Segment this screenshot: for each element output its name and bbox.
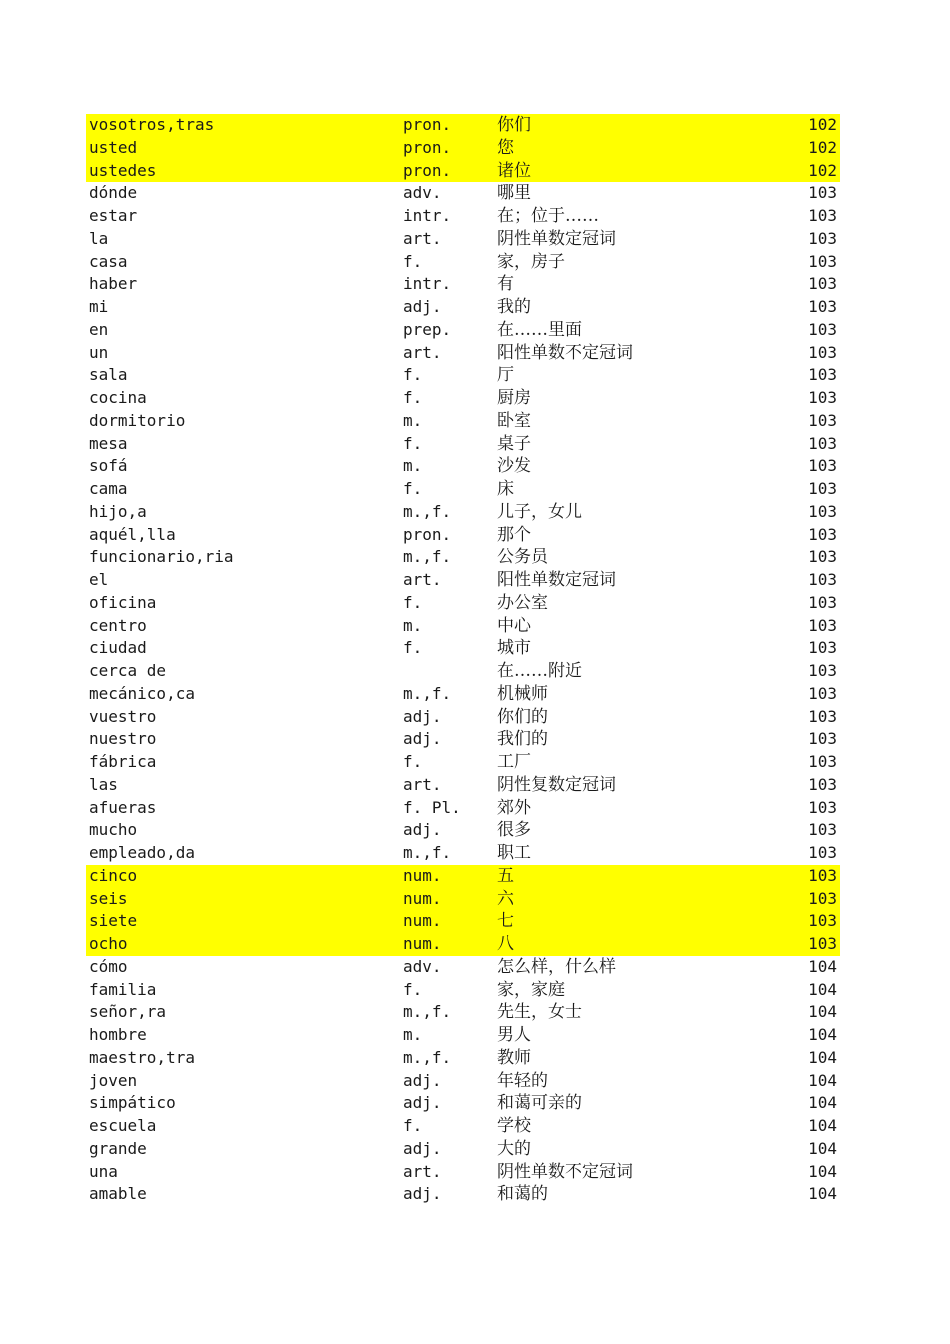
- vocab-page-number: 103: [808, 547, 837, 567]
- vocab-meaning: 床: [497, 479, 514, 499]
- vocab-meaning: 学校: [497, 1116, 531, 1136]
- vocab-part-of-speech: f.: [403, 1116, 423, 1135]
- vocab-meaning: 阴性单数不定冠词: [497, 1161, 633, 1182]
- vocab-word: joven: [89, 1070, 138, 1090]
- vocab-meaning: 怎么样，什么样: [497, 956, 616, 977]
- vocab-meaning: 郊外: [497, 797, 531, 818]
- vocab-part-of-speech: m.,f.: [403, 843, 452, 862]
- vocab-row: [86, 410, 840, 433]
- vocab-row: [86, 1047, 840, 1070]
- vocab-word: sala: [89, 365, 128, 385]
- vocab-meaning: 卧室: [497, 410, 531, 431]
- vocab-row: [86, 819, 840, 842]
- vocab-part-of-speech: intr.: [403, 274, 452, 294]
- vocab-meaning: 中心: [497, 615, 531, 636]
- vocab-part-of-speech: adv.: [403, 183, 442, 203]
- vocab-meaning: 那个: [497, 524, 531, 545]
- vocab-word: señor,ra: [89, 1002, 167, 1022]
- vocab-meaning: 家，房子: [497, 251, 565, 272]
- vocab-part-of-speech: adv.: [403, 956, 442, 976]
- vocab-part-of-speech: num.: [403, 888, 442, 908]
- vocab-word: afueras: [89, 797, 157, 817]
- vocab-row: [86, 524, 840, 547]
- vocab-page-number: 104: [808, 1161, 837, 1181]
- vocab-part-of-speech: art.: [403, 774, 442, 794]
- vocab-part-of-speech: art.: [403, 228, 442, 248]
- vocab-page-number: 104: [808, 1025, 837, 1044]
- vocab-part-of-speech: f.: [403, 752, 423, 771]
- vocab-part-of-speech: m.: [403, 615, 423, 635]
- vocab-page-number: 103: [808, 410, 837, 430]
- vocab-row: [86, 478, 840, 501]
- vocab-part-of-speech: pron.: [403, 137, 452, 157]
- vocab-row: [86, 956, 840, 979]
- vocab-row: [86, 842, 840, 865]
- vocab-meaning: 大的: [497, 1138, 531, 1159]
- vocab-row: [86, 637, 840, 660]
- vocab-part-of-speech: f.: [403, 388, 423, 407]
- vocab-word: vosotros,tras: [89, 115, 215, 134]
- vocab-word: cinco: [89, 865, 138, 885]
- vocab-part-of-speech: adj.: [403, 729, 442, 749]
- vocab-meaning: 诸位: [497, 160, 531, 181]
- vocab-meaning: 先生，女士: [497, 1002, 582, 1023]
- vocab-word: mucho: [89, 820, 138, 840]
- vocab-row: [86, 1115, 840, 1138]
- vocab-word: nuestro: [89, 729, 157, 749]
- vocab-part-of-speech: m.: [403, 410, 423, 430]
- vocab-word: estar: [89, 206, 138, 225]
- vocab-meaning: 机械师: [497, 683, 548, 704]
- vocab-row: [86, 205, 840, 228]
- vocab-page-number: 103: [808, 433, 837, 453]
- vocab-part-of-speech: intr.: [403, 206, 452, 225]
- vocab-part-of-speech: m.,f.: [403, 547, 452, 567]
- vocab-row: [86, 865, 840, 888]
- vocab-row: [86, 728, 840, 751]
- vocab-page-number: 103: [808, 888, 837, 908]
- vocab-row: [86, 683, 840, 706]
- vocab-page-number: 104: [808, 1116, 837, 1135]
- vocab-meaning: 公务员: [497, 547, 548, 568]
- vocab-meaning: 阳性单数定冠词: [497, 570, 616, 590]
- vocab-part-of-speech: f.: [403, 979, 423, 999]
- vocab-word: siete: [89, 911, 138, 931]
- vocab-page-number: 103: [808, 865, 837, 885]
- vocab-page-number: 103: [808, 843, 837, 862]
- vocab-part-of-speech: art.: [403, 570, 442, 589]
- vocab-word: haber: [89, 274, 138, 294]
- vocab-meaning: 教师: [497, 1047, 531, 1068]
- vocab-meaning: 你们的: [497, 706, 548, 727]
- vocab-part-of-speech: f.: [403, 638, 423, 658]
- vocab-word: ciudad: [89, 638, 147, 658]
- vocab-row: [86, 433, 840, 456]
- vocab-word: escuela: [89, 1116, 157, 1135]
- vocab-word: cerca de: [89, 661, 167, 680]
- vocab-word: empleado,da: [89, 843, 195, 862]
- vocab-row: [86, 706, 840, 729]
- vocab-part-of-speech: m.,f.: [403, 501, 452, 521]
- vocab-row: [86, 660, 840, 683]
- vocab-row: [86, 1024, 840, 1047]
- vocab-page-number: 103: [808, 251, 837, 271]
- vocab-part-of-speech: pron.: [403, 115, 452, 134]
- vocab-page-number: 104: [808, 1184, 837, 1204]
- vocab-page-number: 103: [808, 934, 837, 953]
- vocab-part-of-speech: prep.: [403, 319, 452, 339]
- vocab-part-of-speech: m.: [403, 456, 423, 476]
- vocab-row: [86, 342, 840, 365]
- vocab-row: [86, 228, 840, 251]
- vocab-page-number: 103: [808, 501, 837, 521]
- vocab-page-number: 104: [808, 1093, 837, 1113]
- vocab-meaning: 八: [497, 934, 514, 954]
- vocab-row: [86, 1001, 840, 1024]
- vocab-word: familia: [89, 979, 157, 999]
- vocab-word: las: [89, 774, 118, 794]
- vocab-meaning: 七: [497, 911, 514, 932]
- vocab-part-of-speech: num.: [403, 865, 442, 885]
- vocab-part-of-speech: f.: [403, 479, 423, 498]
- vocab-meaning: 年轻的: [497, 1070, 548, 1091]
- vocab-row: [86, 364, 840, 387]
- vocab-page-number: 104: [808, 1138, 837, 1158]
- vocab-row: [86, 1161, 840, 1184]
- vocab-word: seis: [89, 888, 128, 908]
- vocab-word: ustedes: [89, 160, 157, 180]
- vocab-row: [86, 1183, 840, 1206]
- vocab-meaning: 办公室: [497, 592, 548, 613]
- vocab-row: [86, 910, 840, 933]
- vocab-part-of-speech: adj.: [403, 1093, 442, 1113]
- vocab-word: simpático: [89, 1093, 176, 1113]
- vocab-row: [86, 251, 840, 274]
- vocab-meaning: 您: [497, 137, 514, 158]
- vocab-word: ocho: [89, 934, 128, 953]
- vocab-part-of-speech: num.: [403, 911, 442, 931]
- vocab-page-number: 103: [808, 183, 837, 203]
- vocab-word: en: [89, 319, 109, 339]
- vocab-page-number: 103: [808, 638, 837, 658]
- vocab-row: [86, 615, 840, 638]
- vocab-page-number: 104: [808, 1002, 837, 1022]
- vocab-row: [86, 160, 840, 183]
- vocab-page-number: 103: [808, 592, 837, 612]
- vocab-meaning: 很多: [497, 820, 531, 841]
- vocab-page-number: 103: [808, 774, 837, 794]
- vocab-page-number: 102: [808, 160, 837, 180]
- vocab-meaning: 阴性复数定冠词: [497, 774, 616, 795]
- vocab-row: [86, 774, 840, 797]
- vocab-page-number: 104: [808, 956, 837, 976]
- vocab-word: el: [89, 570, 109, 589]
- vocab-row: [86, 455, 840, 478]
- vocab-part-of-speech: adj.: [403, 297, 442, 316]
- vocab-row: [86, 182, 840, 205]
- vocab-page-number: 103: [808, 752, 837, 771]
- vocab-page-number: 103: [808, 228, 837, 248]
- vocab-part-of-speech: pron.: [403, 160, 452, 180]
- vocab-word: mesa: [89, 433, 128, 453]
- vocab-meaning: 哪里: [497, 183, 531, 204]
- vocab-word: maestro,tra: [89, 1047, 195, 1067]
- vocab-part-of-speech: adj.: [403, 706, 442, 726]
- vocab-page-number: 103: [808, 524, 837, 544]
- vocab-word: centro: [89, 615, 147, 635]
- vocab-word: cocina: [89, 388, 147, 407]
- vocab-word: vuestro: [89, 706, 157, 726]
- vocab-meaning: 在……附近: [497, 661, 582, 681]
- vocab-row: [86, 1138, 840, 1161]
- vocab-meaning: 儿子，女儿: [497, 501, 582, 522]
- vocab-page-number: 103: [808, 479, 837, 498]
- vocab-page-number: 103: [808, 206, 837, 225]
- vocab-meaning: 有: [497, 274, 514, 295]
- vocab-page-number: 104: [808, 1047, 837, 1067]
- vocab-row: [86, 137, 840, 160]
- vocab-page-number: 103: [808, 661, 837, 680]
- vocab-meaning: 沙发: [497, 456, 531, 477]
- vocab-page-number: 103: [808, 297, 837, 316]
- vocab-word: la: [89, 228, 109, 248]
- vocab-row: [86, 569, 840, 592]
- vocab-word: cómo: [89, 956, 128, 976]
- vocab-meaning: 五: [497, 865, 514, 886]
- vocab-page-number: 103: [808, 319, 837, 339]
- vocab-word: hombre: [89, 1025, 147, 1044]
- vocab-word: grande: [89, 1138, 147, 1158]
- vocab-part-of-speech: m.,f.: [403, 1047, 452, 1067]
- vocab-word: mi: [89, 297, 109, 316]
- vocab-page-number: 103: [808, 797, 837, 817]
- vocab-meaning: 和蔼的: [497, 1184, 548, 1205]
- vocab-row: [86, 546, 840, 569]
- vocab-page-number: 103: [808, 388, 837, 407]
- vocab-page-number: 103: [808, 615, 837, 635]
- vocab-meaning: 厅: [497, 365, 514, 386]
- vocab-row: [86, 319, 840, 342]
- vocab-meaning: 工厂: [497, 752, 531, 772]
- vocab-word: una: [89, 1161, 118, 1181]
- vocab-part-of-speech: m.: [403, 1025, 423, 1044]
- vocab-meaning: 城市: [497, 638, 531, 659]
- vocab-row: [86, 273, 840, 296]
- vocab-meaning: 阳性单数不定冠词: [497, 342, 633, 363]
- vocab-row: [86, 888, 840, 911]
- vocab-page-number: 102: [808, 137, 837, 157]
- vocab-meaning: 我的: [497, 297, 531, 317]
- vocab-part-of-speech: pron.: [403, 524, 452, 544]
- vocab-part-of-speech: f.: [403, 592, 423, 612]
- vocab-part-of-speech: m.,f.: [403, 1002, 452, 1022]
- vocab-row: [86, 1092, 840, 1115]
- vocab-row: [86, 592, 840, 615]
- vocab-page-number: 103: [808, 706, 837, 726]
- vocab-part-of-speech: num.: [403, 934, 442, 953]
- vocab-word: dónde: [89, 183, 138, 203]
- vocab-part-of-speech: f. Pl.: [403, 797, 461, 817]
- vocab-row: [86, 387, 840, 410]
- vocab-meaning: 职工: [497, 843, 531, 863]
- vocab-meaning: 在；位于……: [497, 206, 599, 226]
- vocab-meaning: 你们: [497, 115, 531, 135]
- vocab-part-of-speech: art.: [403, 1161, 442, 1181]
- vocab-row: [86, 114, 840, 137]
- vocab-meaning: 六: [497, 888, 514, 909]
- vocab-part-of-speech: f.: [403, 251, 423, 271]
- vocab-meaning: 在……里面: [497, 319, 582, 340]
- vocab-meaning: 阴性单数定冠词: [497, 228, 616, 249]
- vocab-part-of-speech: f.: [403, 433, 423, 453]
- vocab-page-number: 102: [808, 115, 837, 134]
- vocab-part-of-speech: adj.: [403, 1138, 442, 1158]
- vocab-word: mecánico,ca: [89, 683, 195, 703]
- vocab-word: cama: [89, 479, 128, 498]
- vocab-part-of-speech: adj.: [403, 820, 442, 840]
- vocab-row: [86, 296, 840, 319]
- vocab-meaning: 厨房: [497, 388, 531, 408]
- vocab-meaning: 男人: [497, 1025, 531, 1045]
- vocab-word: oficina: [89, 592, 157, 612]
- vocab-part-of-speech: f.: [403, 365, 423, 385]
- vocab-page-number: 103: [808, 570, 837, 589]
- vocab-page-number: 104: [808, 979, 837, 999]
- vocab-page-number: 103: [808, 820, 837, 840]
- vocab-page-number: 103: [808, 342, 837, 362]
- vocab-row: [86, 797, 840, 820]
- vocab-row: [86, 1070, 840, 1093]
- vocab-meaning: 家，家庭: [497, 979, 565, 1000]
- vocab-part-of-speech: m.,f.: [403, 683, 452, 703]
- vocab-page-number: 103: [808, 365, 837, 385]
- vocab-page-number: 103: [808, 683, 837, 703]
- vocab-word: sofá: [89, 456, 128, 476]
- vocab-word: dormitorio: [89, 410, 186, 430]
- vocab-row: [86, 933, 840, 956]
- vocab-row: [86, 979, 840, 1002]
- vocab-row: [86, 501, 840, 524]
- vocab-page-number: 104: [808, 1070, 837, 1090]
- vocab-part-of-speech: adj.: [403, 1184, 442, 1204]
- vocab-page-number: 103: [808, 729, 837, 749]
- vocab-word: fábrica: [89, 752, 157, 771]
- vocab-meaning: 桌子: [497, 433, 531, 454]
- vocab-word: un: [89, 342, 109, 362]
- vocab-row: [86, 751, 840, 774]
- vocab-page-number: 103: [808, 274, 837, 294]
- vocab-page-number: 103: [808, 911, 837, 931]
- vocabulary-sheet: [86, 114, 840, 1206]
- vocab-page-number: 103: [808, 456, 837, 476]
- vocab-word: hijo,a: [89, 501, 147, 521]
- vocab-meaning: 和蔼可亲的: [497, 1093, 582, 1114]
- vocab-word: aquél,lla: [89, 524, 176, 544]
- vocab-word: amable: [89, 1184, 147, 1204]
- vocab-word: usted: [89, 137, 138, 157]
- vocab-word: casa: [89, 251, 128, 271]
- vocab-part-of-speech: art.: [403, 342, 442, 362]
- vocab-meaning: 我们的: [497, 729, 548, 750]
- vocab-word: funcionario,ria: [89, 547, 234, 567]
- vocab-part-of-speech: adj.: [403, 1070, 442, 1090]
